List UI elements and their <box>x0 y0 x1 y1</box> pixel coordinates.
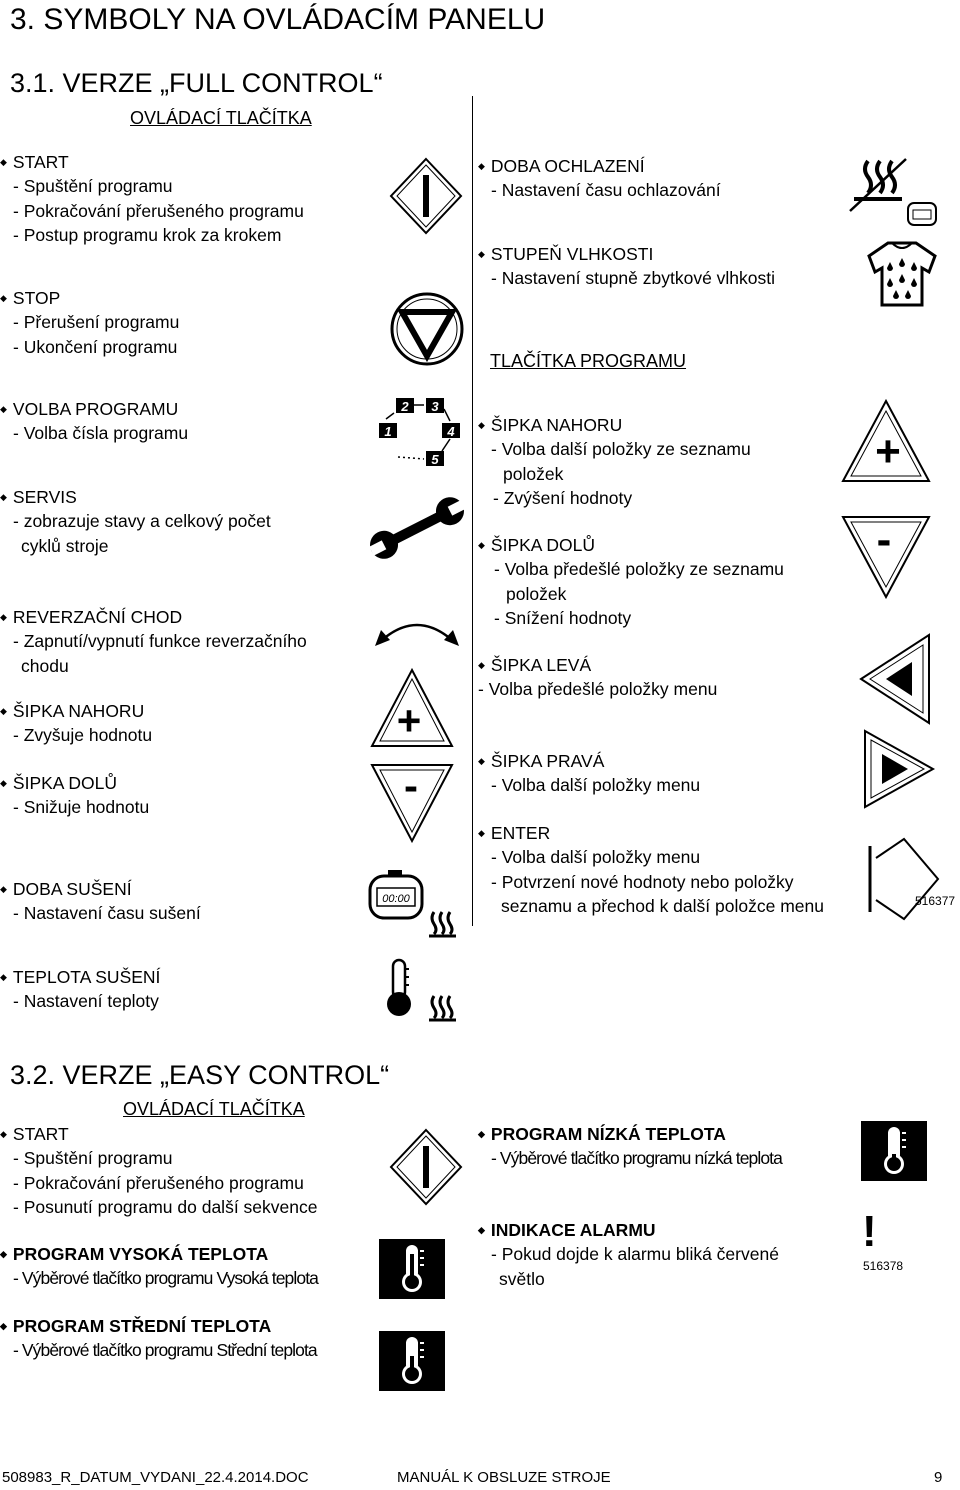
arrow-down-title: ◆ ŠIPKA DOLŮ <box>0 771 149 795</box>
start-line: - Pokračování přerušeného programu <box>13 200 304 221</box>
digit-2: 2 <box>401 399 409 414</box>
arrow-right-icon[interactable] <box>862 728 936 810</box>
p-arrow-down-description <box>478 533 784 630</box>
p-arrow-up-line: - Zvýšení hodnoty <box>493 487 633 508</box>
program-select-icon[interactable] <box>376 395 466 471</box>
drying-temp-line: - Nastavení teploty <box>13 991 159 1012</box>
p-arrow-down-line: položek <box>506 583 567 604</box>
minus-sign: - <box>404 762 418 809</box>
p-arrow-left-description <box>478 653 717 702</box>
low-temp-button-icon[interactable] <box>860 1120 928 1182</box>
subtitle-control-buttons-easy: OVLÁDACÍ TLAČÍTKA <box>123 1099 305 1119</box>
arrow-up-description <box>0 699 152 748</box>
enter-line: - Potvrzení nové hodnoty nebo položky <box>491 871 794 892</box>
subtitle-control-buttons: OVLÁDACÍ TLAČÍTKA <box>130 108 312 128</box>
enter-description <box>478 821 824 918</box>
footer-page-number: 9 <box>934 1469 943 1486</box>
drying-temp-title: ◆ TEPLOTA SUŠENÍ <box>0 965 160 989</box>
plus-sign: + <box>396 697 422 744</box>
p-arrow-right-description <box>478 749 700 798</box>
thermometer-icon[interactable] <box>379 957 419 1019</box>
p-arrow-up-title: ◆ ŠIPKA NAHORU <box>478 413 751 437</box>
service-line: cyklů stroje <box>21 535 109 556</box>
easy-start-title: ◆ START <box>0 1122 317 1146</box>
reverse-line: - Zapnutí/vypnutí funkce reverzačního <box>13 631 307 652</box>
minus-sign: - <box>876 515 892 564</box>
stop-line: - Přerušení programu <box>13 312 180 333</box>
low-temp-line: - Výběrové tlačítko programu nízká teplota <box>491 1148 782 1169</box>
high-temp-line: - Výběrové tlačítko programu Vysoká teplota <box>13 1268 318 1289</box>
service-title: ◆ SERVIS <box>0 485 271 509</box>
wrench-icon[interactable] <box>362 495 472 561</box>
p-arrow-up-line: - Volba další položky ze seznamu <box>491 439 751 460</box>
plus-button-icon[interactable] <box>369 667 455 749</box>
column-divider <box>472 96 473 926</box>
arrow-up-title: ◆ ŠIPKA NAHORU <box>0 699 152 723</box>
start-line: - Spuštění programu <box>13 176 173 197</box>
digit-4: 4 <box>447 424 455 439</box>
arrow-down-description <box>0 771 149 820</box>
drying-temp-description <box>0 965 160 1014</box>
low-temp-description <box>478 1122 782 1171</box>
enter-line: seznamu a přechod k další položce menu <box>501 895 824 916</box>
page-heading: 3. SYMBOLY NA OVLÁDACÍM PANELU <box>10 3 546 36</box>
high-temp-description <box>0 1242 318 1291</box>
mid-temp-button-icon[interactable] <box>378 1330 446 1392</box>
cooling-time-description <box>478 154 721 203</box>
p-arrow-right-line: - Volba další položky menu <box>491 775 701 796</box>
program-plus-button-icon[interactable] <box>840 398 932 484</box>
start-line: - Postup programu krok za krokem <box>13 224 282 245</box>
p-arrow-down-title: ◆ ŠIPKA DOLŮ <box>478 533 784 557</box>
timer-icon[interactable] <box>366 868 426 922</box>
reverse-title: ◆ REVERZAČNÍ CHOD <box>0 605 307 629</box>
program-minus-button-icon[interactable] <box>840 514 932 600</box>
drying-time-line: - Nastavení času sušení <box>13 903 201 924</box>
p-arrow-down-line: - Snížení hodnoty <box>494 607 632 628</box>
humidity-shirt-icon[interactable] <box>866 240 938 308</box>
p-arrow-up-line: položek <box>503 463 564 484</box>
program-buttons-heading: TLAČÍTKA PROGRAMU <box>490 351 687 371</box>
reverse-description <box>0 605 307 678</box>
plus-sign: + <box>875 427 901 476</box>
mid-temp-line: - Výběrové tlačítko programu Střední teplota <box>13 1340 317 1361</box>
start-title: ◆ START <box>0 150 304 174</box>
alarm-description <box>478 1218 779 1291</box>
program-select-line: - Volba čísla programu <box>13 423 189 444</box>
alarm-line: světlo <box>499 1268 545 1289</box>
alarm-line: - Pokud dojde k alarmu bliká červené <box>491 1244 779 1265</box>
humidity-description <box>478 242 775 291</box>
drying-time-title: ◆ DOBA SUŠENÍ <box>0 877 201 901</box>
enter-title: ◆ ENTER <box>478 821 824 845</box>
cooling-time-line: - Nastavení času ochlazování <box>491 180 721 201</box>
easy-start-button-icon[interactable] <box>388 1127 464 1207</box>
digit-5: 5 <box>431 452 439 467</box>
alarm-icon: ! <box>862 1207 877 1256</box>
humidity-title: ◆ STUPEŇ VLHKOSTI <box>478 242 775 266</box>
high-temp-title: ◆ PROGRAM VYSOKÁ TEPLOTA <box>0 1242 318 1266</box>
start-button-icon[interactable] <box>388 156 464 236</box>
enter-line: - Volba další položky menu <box>491 847 701 868</box>
arrow-left-icon[interactable] <box>858 632 932 726</box>
p-arrow-left-title: ◆ ŠIPKA LEVÁ <box>478 653 717 677</box>
digit-3: 3 <box>431 399 439 414</box>
stop-description <box>0 286 179 359</box>
mid-temp-title: ◆ PROGRAM STŘEDNÍ TEPLOTA <box>0 1314 317 1338</box>
service-line: - zobrazuje stavy a celkový počet <box>13 511 271 532</box>
figure-code-easy: 516378 <box>863 1259 904 1273</box>
easy-start-line: - Posunutí programu do další sekvence <box>13 1196 318 1217</box>
high-temp-button-icon[interactable] <box>378 1238 446 1300</box>
easy-start-line: - Spuštění programu <box>13 1148 173 1169</box>
p-arrow-left-line: - Volba předešlé položky menu <box>478 679 718 700</box>
section-title-full-control: 3.1. VERZE „FULL CONTROL“ <box>10 68 383 98</box>
start-description <box>0 150 304 247</box>
minus-button-icon[interactable] <box>369 762 455 844</box>
p-arrow-down-line: - Volba předešlé položky ze seznamu <box>494 559 784 580</box>
easy-start-description <box>0 1122 317 1219</box>
cooling-icon[interactable] <box>846 155 942 235</box>
timer-display: 00:00 <box>382 893 410 905</box>
service-description <box>0 485 271 558</box>
low-temp-title: ◆ PROGRAM NÍZKÁ TEPLOTA <box>478 1122 782 1146</box>
footer-manual-title: MANUÁL K OBSLUZE STROJE <box>397 1469 611 1486</box>
reverse-arrows-icon[interactable] <box>372 608 462 652</box>
drying-time-description <box>0 877 201 926</box>
digit-1: 1 <box>384 424 392 439</box>
stop-line: - Ukončení programu <box>13 336 178 357</box>
mid-temp-description <box>0 1314 317 1363</box>
heat-icon <box>428 992 458 1022</box>
heat-icon <box>428 908 458 938</box>
program-select-title: ◆ VOLBA PROGRAMU <box>0 397 188 421</box>
arrow-down-line: - Snižuje hodnotu <box>13 797 150 818</box>
cooling-time-title: ◆ DOBA OCHLAZENÍ <box>478 154 721 178</box>
alarm-title: ◆ INDIKACE ALARMU <box>478 1218 779 1242</box>
section-title-easy-control: 3.2. VERZE „EASY CONTROL“ <box>10 1060 390 1090</box>
enter-button-icon[interactable] <box>866 836 942 922</box>
humidity-line: - Nastavení stupně zbytkové vlhkosti <box>491 268 776 289</box>
reverse-line: chodu <box>21 655 69 676</box>
p-arrow-up-description <box>478 413 751 510</box>
arrow-up-line: - Zvyšuje hodnotu <box>13 725 153 746</box>
p-arrow-right-title: ◆ ŠIPKA PRAVÁ <box>478 749 700 773</box>
program-select-description <box>0 397 188 446</box>
stop-title: ◆ STOP <box>0 286 179 310</box>
stop-button-icon[interactable] <box>388 290 466 368</box>
easy-start-line: - Pokračování přerušeného programu <box>13 1172 304 1193</box>
footer-filename: 508983_R_DATUM_VYDANI_22.4.2014.DOC <box>2 1469 309 1486</box>
figure-code: 516377 <box>915 894 956 908</box>
